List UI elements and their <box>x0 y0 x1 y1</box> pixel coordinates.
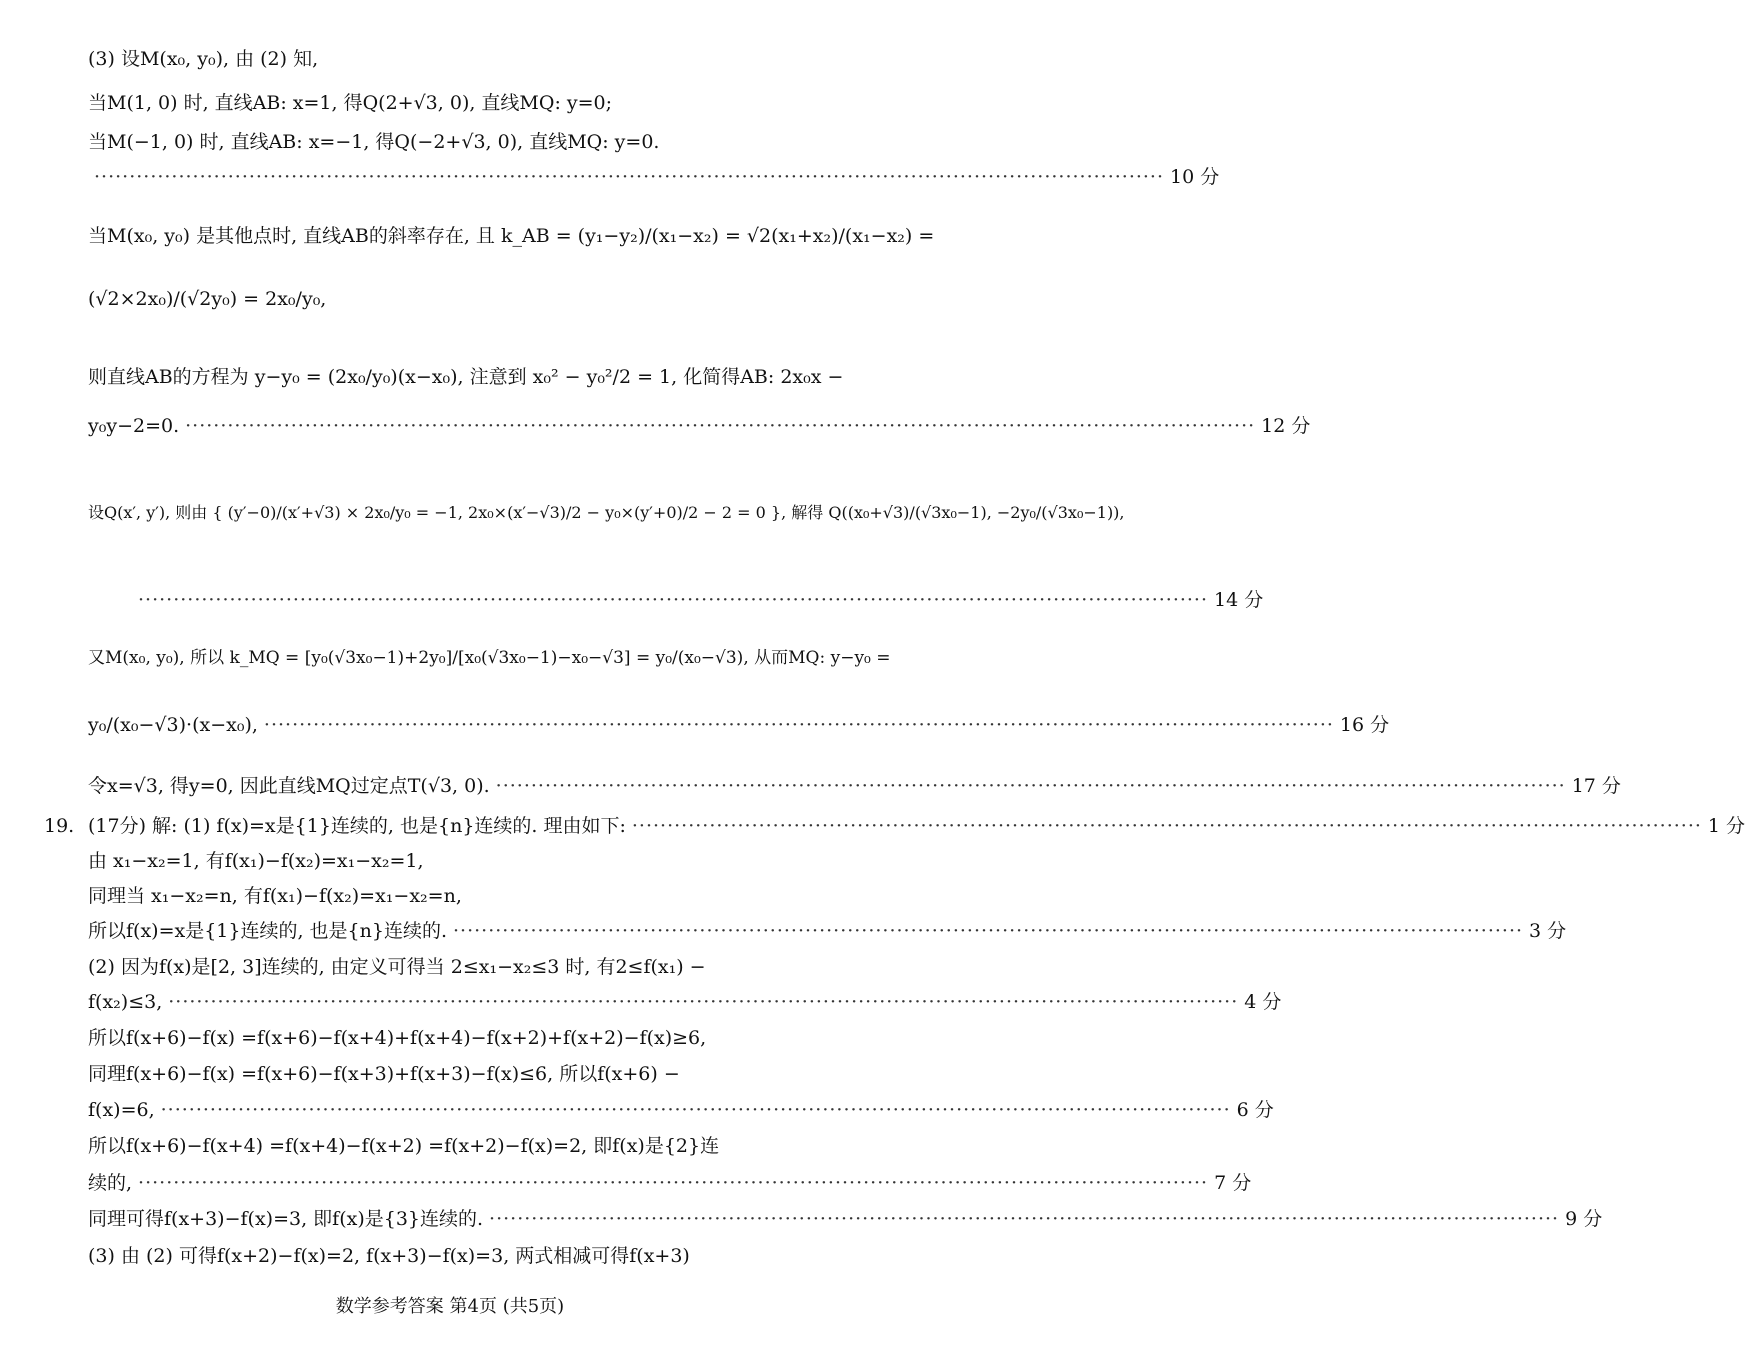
score-mark: 7 分 <box>1214 1172 1252 1194</box>
score-line: 续的, ····· 7 分 <box>88 1172 856 1195</box>
text-line: 则直线AB的方程为 y−y₀ = (2x₀/y₀)(x−x₀), 注意到 x₀² − y₀²/2 = 1, 化简得AB: 2x₀x − <box>88 366 844 388</box>
score-line: y₀y−2=0. ····· 12 分 <box>88 415 856 438</box>
score-line <box>88 166 1220 189</box>
score-mark: 6 分 <box>1236 1099 1274 1121</box>
question-number: 19. <box>44 815 75 837</box>
score-mark: 1 分 <box>1707 815 1745 837</box>
leader-dots <box>161 1099 1231 1122</box>
score-mark: 3 分 <box>1529 920 1567 942</box>
score-line: y₀/(x₀−√3)·(x−x₀), ····· 16 分 <box>88 714 856 737</box>
score-mark: 4 分 <box>1244 991 1282 1013</box>
score-mark: 10 分 <box>1170 166 1220 188</box>
leader-dots <box>185 415 1255 438</box>
text-line: 同理当 x₁−x₂=n, 有f(x₁)−f(x₂)=x₁−x₂=n, <box>88 885 462 907</box>
score-mark: 17 分 <box>1571 775 1621 797</box>
score-mark: 12 分 <box>1261 415 1311 437</box>
text-line: (3) 设M(x₀, y₀), 由 (2) 知, <box>88 48 319 70</box>
score-line: 令x=√3, 得y=0, 因此直线MQ过定点T(√3, 0). ····· 17 分 <box>88 775 856 798</box>
leader-dots <box>632 815 1702 838</box>
text-line: 所以f(x+6)−f(x+4) =f(x+4)−f(x+2) =f(x+2)−f(x)=2, 即f(x)是{2}连 <box>88 1135 720 1157</box>
leader-dots <box>138 1172 1208 1195</box>
text-line: 设Q(x′, y′), 则由 { (y′−0)/(x′+√3) × 2x₀/y₀ = −1, 2x₀×(x′−√3)/2 − y₀×(y′+0)/2 − 2 = 0 }, 解得 Q((x₀+√3)/(√3x₀−1), −2y₀/(√3x₀−1)), <box>88 503 1125 522</box>
score-line: f(x₂)≤3, ····· 4 分 <box>88 991 856 1014</box>
text-line: (3) 由 (2) 可得f(x+2)−f(x)=2, f(x+3)−f(x)=3, 两式相减可得f(x+3) <box>88 1245 690 1267</box>
page-footer: 数学参考答案 第4页 (共5页) <box>335 1296 565 1317</box>
score-line: f(x)=6, ····· 6 分 <box>88 1099 856 1122</box>
text-line: 又M(x₀, y₀), 所以 k_MQ = [y₀(√3x₀−1)+2y₀]/[x₀(√3x₀−1)−x₀−√3] = y₀/(x₀−√3), 从而MQ: y−y₀ = <box>88 648 891 668</box>
score-line: 所以f(x)=x是{1}连续的, 也是{n}连续的. ····· 3 分 <box>88 920 856 943</box>
score-line: (17分) 解: (1) f(x)=x是{1}连续的, 也是{n}连续的. 理由如下: ····· 1 分 <box>88 815 856 838</box>
score-line: 同理可得f(x+3)−f(x)=3, 即f(x)是{3}连续的. ····· 9 分 <box>88 1208 856 1231</box>
text-line: 同理f(x+6)−f(x) =f(x+6)−f(x+3)+f(x+3)−f(x)≤6, 所以f(x+6) − <box>88 1063 680 1085</box>
leader-dots <box>453 920 1523 943</box>
leader-dots <box>264 714 1334 737</box>
leader-dots <box>138 589 1208 612</box>
text-line: 当M(−1, 0) 时, 直线AB: x=−1, 得Q(−2+√3, 0), 直线MQ: y=0. <box>88 131 660 153</box>
text-line: 由 x₁−x₂=1, 有f(x₁)−f(x₂)=x₁−x₂=1, <box>88 850 424 872</box>
score-mark: 9 分 <box>1565 1208 1603 1230</box>
score-mark: 14 分 <box>1214 589 1264 611</box>
leader-dots <box>168 991 1238 1014</box>
score-mark: 16 分 <box>1339 714 1390 736</box>
text-line: 所以f(x+6)−f(x) =f(x+6)−f(x+4)+f(x+4)−f(x+2)+f(x+2)−f(x)≥6, <box>88 1027 707 1049</box>
text-line: (√2×2x₀)/(√2y₀) = 2x₀/y₀, <box>88 288 327 310</box>
leader-dots <box>94 166 1164 189</box>
text-line: 当M(x₀, y₀) 是其他点时, 直线AB的斜率存在, 且 k_AB = (y₁−y₂)/(x₁−x₂) = √2(x₁+x₂)/(x₁−x₂) = <box>88 225 935 247</box>
score-line <box>132 589 1264 612</box>
leader-dots <box>489 1208 1559 1231</box>
leader-dots <box>496 775 1566 798</box>
text-line: (2) 因为f(x)是[2, 3]连续的, 由定义可得当 2≤x₁−x₂≤3 时, 有2≤f(x₁) − <box>88 956 706 978</box>
text-line: 当M(1, 0) 时, 直线AB: x=1, 得Q(2+√3, 0), 直线MQ: y=0; <box>88 92 613 114</box>
